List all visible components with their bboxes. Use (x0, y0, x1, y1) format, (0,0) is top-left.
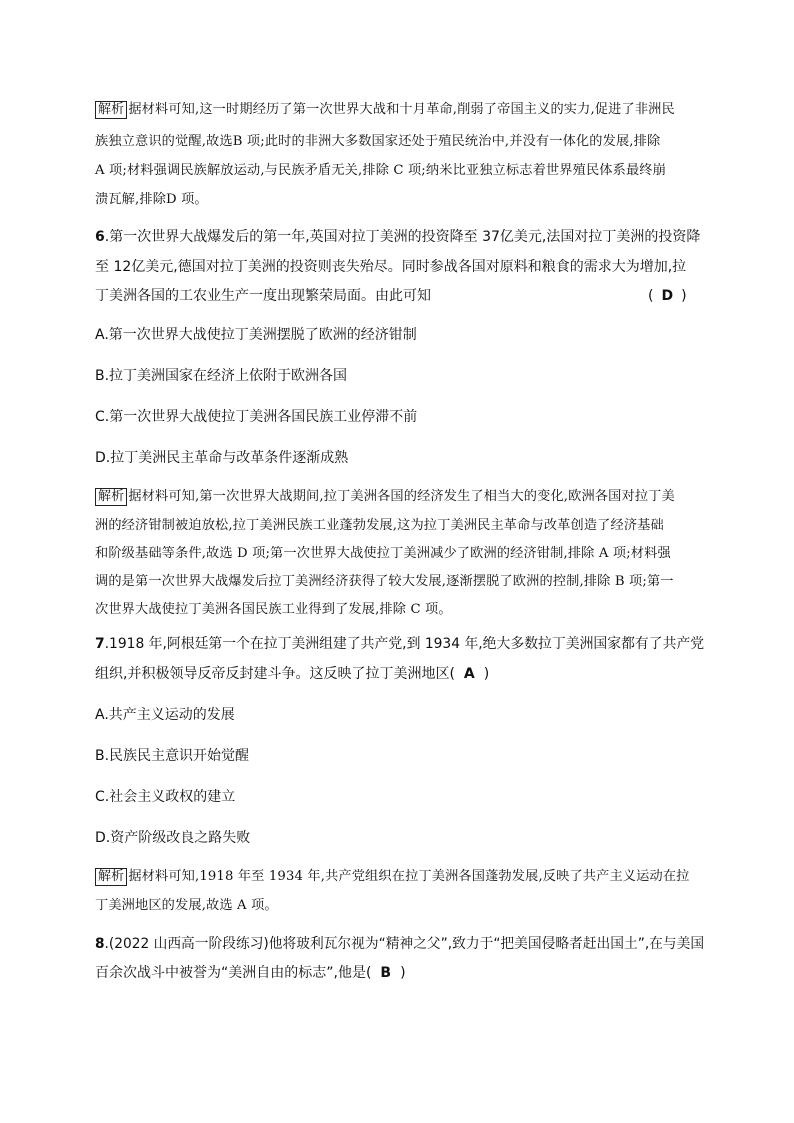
analysis-badge: 解析 (95, 488, 127, 506)
explanation-line: 调的是第一次世界大战爆发后拉丁美洲经济获得了较大发展,逐渐摆脱了欧洲的控制,排除 B 项;第一 (95, 574, 674, 589)
answer-letter: B (380, 965, 392, 981)
option-d: D.资产阶级改良之路失败 (95, 830, 251, 846)
analysis-badge: 解析 (95, 101, 127, 119)
explanation-line: 解析 据材料可知,这一时期经历了第一次世界大战和十月革命,削弱了帝国主义的实力,促进了非洲民 (95, 101, 675, 119)
answer-letter: D (661, 288, 674, 304)
explanation-line: 溃瓦解,排除D 项。 (95, 192, 208, 207)
explanation-line: 次世界大战使拉丁美洲各国民族工业得到了发展,排除 C 项。 (95, 602, 452, 617)
explanation-line: A 项;材料强调民族解放运动,与民族矛盾无关,排除 C 项;纳米比亚独立标志着世界殖民体系最终崩 (95, 163, 666, 178)
option-a: A.第一次世界大战使拉丁美洲摆脱了欧洲的经济钳制 (95, 327, 417, 343)
answer-letter: A (463, 666, 475, 682)
question-stem-line: 组织,并积极领导反帝反封建斗争。这反映了拉丁美洲地区( A ) (95, 666, 490, 682)
explanation-line: 和阶级基础等条件,故选 D 项;第一次世界大战使拉丁美洲减少了欧洲的经济钳制,排除 A 项;材料强 (95, 546, 671, 561)
question-stem-line: 6.第一次世界大战爆发后的第一年,英国对拉丁美洲的投资降至 37亿美元,法国对拉丁美洲的投资降 (95, 229, 701, 245)
question-stem-line: 百余次战斗中被誉为“美洲自由的标志”,他是( B ) (95, 965, 406, 981)
question-stem-line: 8.(2022 山西高一阶段练习)他将玻利瓦尔视为“精神之父”,致力于“把美国侵略者赶出国土”,在与美国 (95, 936, 705, 952)
analysis-badge: 解析 (95, 868, 127, 886)
question-number: 8 (95, 936, 105, 952)
question-number: 6 (95, 229, 105, 245)
option-d: D.拉丁美洲民主革命与改革条件逐渐成熟 (95, 450, 349, 466)
option-b: B.民族民主意识开始觉醒 (95, 748, 250, 764)
explanation-line: 丁美洲地区的发展,故选 A 项。 (95, 898, 278, 913)
explanation-line: 解析 据材料可知,1918 年至 1934 年,共产党组织在拉丁美洲各国蓬勃发展,反映了共产主义运动在拉 (95, 868, 690, 886)
explanation-line: 洲的经济钳制被迫放松,拉丁美洲民族工业蓬勃发展,这为拉丁美洲民主革命与改革创造了经济基础 (95, 518, 664, 533)
question-stem-line: 至 12亿美元,德国对拉丁美洲的投资则丧失殆尽。同时参战各国对原料和粮食的需求大为增加,拉 (95, 259, 687, 275)
explanation-line: 解析 据材料可知,第一次世界大战期间,拉丁美洲各国的经济发生了相当大的变化,欧洲各国对拉丁美 (95, 488, 675, 506)
option-b: B.拉丁美洲国家在经济上依附于欧洲各国 (95, 368, 348, 384)
question-stem-line: 7.1918 年,阿根廷第一个在拉丁美洲组建了共产党,到 1934 年,绝大多数拉丁美洲国家都有了共产党 (95, 636, 705, 652)
option-c: C.第一次世界大战使拉丁美洲各国民族工业停滞不前 (95, 409, 418, 425)
question-stem-line: 丁美洲各国的工农业生产一度出现繁荣局面。由此可知 (95, 288, 431, 304)
explanation-line: 族独立意识的觉醒,故选B 项;此时的非洲大多数国家还处于殖民统治中,并没有一体化的发展,排除 (95, 134, 661, 149)
question-number: 7 (95, 636, 105, 652)
option-c: C.社会主义政权的建立 (95, 789, 236, 805)
answer-bracket: ( D ) (648, 288, 687, 304)
option-a: A.共产主义运动的发展 (95, 707, 235, 723)
